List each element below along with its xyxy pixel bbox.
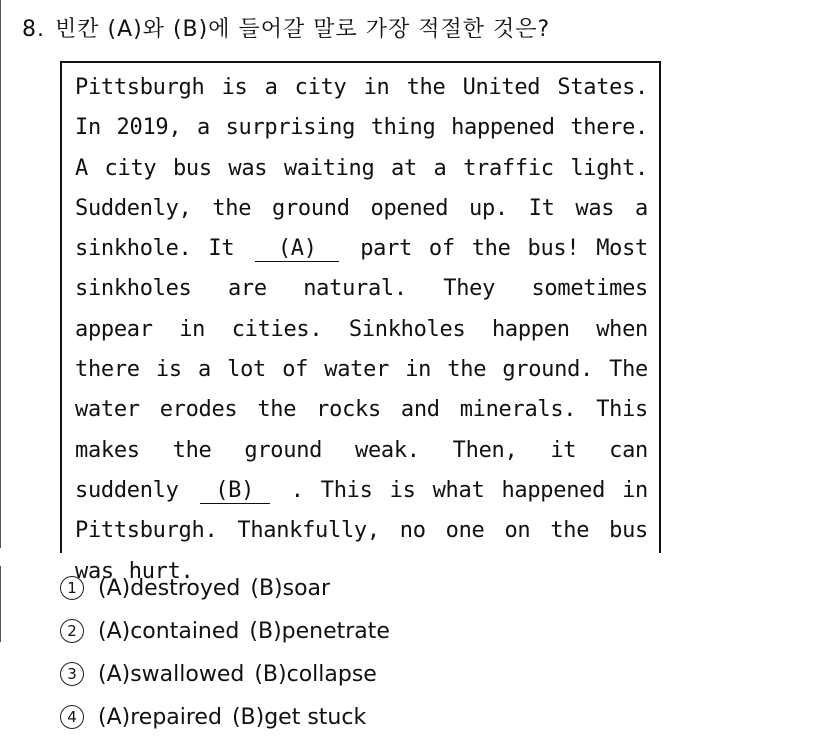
option-3[interactable] <box>60 658 390 701</box>
option-2[interactable] <box>60 615 390 658</box>
option-3-choice-b: (B)collapse <box>254 662 377 687</box>
left-margin-rule <box>0 0 1 548</box>
option-3-choice-a: (A)swallowed <box>98 662 245 687</box>
option-2-choice-a: (A)contained <box>98 619 240 644</box>
question-prompt: 빈칸 (A)와 (B)에 들어갈 말로 가장 적절한 것은? <box>55 17 551 42</box>
option-1-choice-b: (B)soar <box>250 576 331 601</box>
option-4-choice-b: (B)get stuck <box>231 705 367 730</box>
question-title <box>22 12 550 43</box>
option-4-choice-a: (A)repaired <box>98 705 222 730</box>
answer-options <box>60 572 390 744</box>
option-4[interactable] <box>60 701 390 744</box>
blank-a: (A) <box>255 237 339 262</box>
blank-b: (B) <box>200 479 270 504</box>
option-3-marker: 3 <box>60 662 84 686</box>
question-number: 8. <box>22 17 45 42</box>
option-4-marker: 4 <box>60 705 84 729</box>
passage-between-blanks: part of the bus! Most sinkholes are natural. They sometimes appear in cities. Sinkholes happen when there is a lot of water in the ground. The water erodes the rocks and minerals. This makes the ground weak. Then, it can suddenly <box>75 236 648 503</box>
option-2-marker: 2 <box>60 619 84 643</box>
left-margin-rule-lower <box>0 566 1 642</box>
passage-before-blank-a: Pittsburgh is a city in the United States. In 2019, a surprising thing happened there. A city bus was waiting at a traffic light. Suddenly, the ground opened up. It was a sinkhole. It <box>75 75 648 262</box>
option-1[interactable] <box>60 572 390 615</box>
passage-box <box>60 61 661 584</box>
passage-after-blank-b: . This is what happened in Pittsburgh. Thankfully, no one on the bus was hurt. <box>75 477 649 584</box>
option-1-choice-a: (A)destroyed <box>98 576 241 601</box>
passage-text <box>75 68 648 592</box>
option-1-marker: 1 <box>60 576 84 600</box>
option-2-choice-b: (B)penetrate <box>249 619 390 644</box>
